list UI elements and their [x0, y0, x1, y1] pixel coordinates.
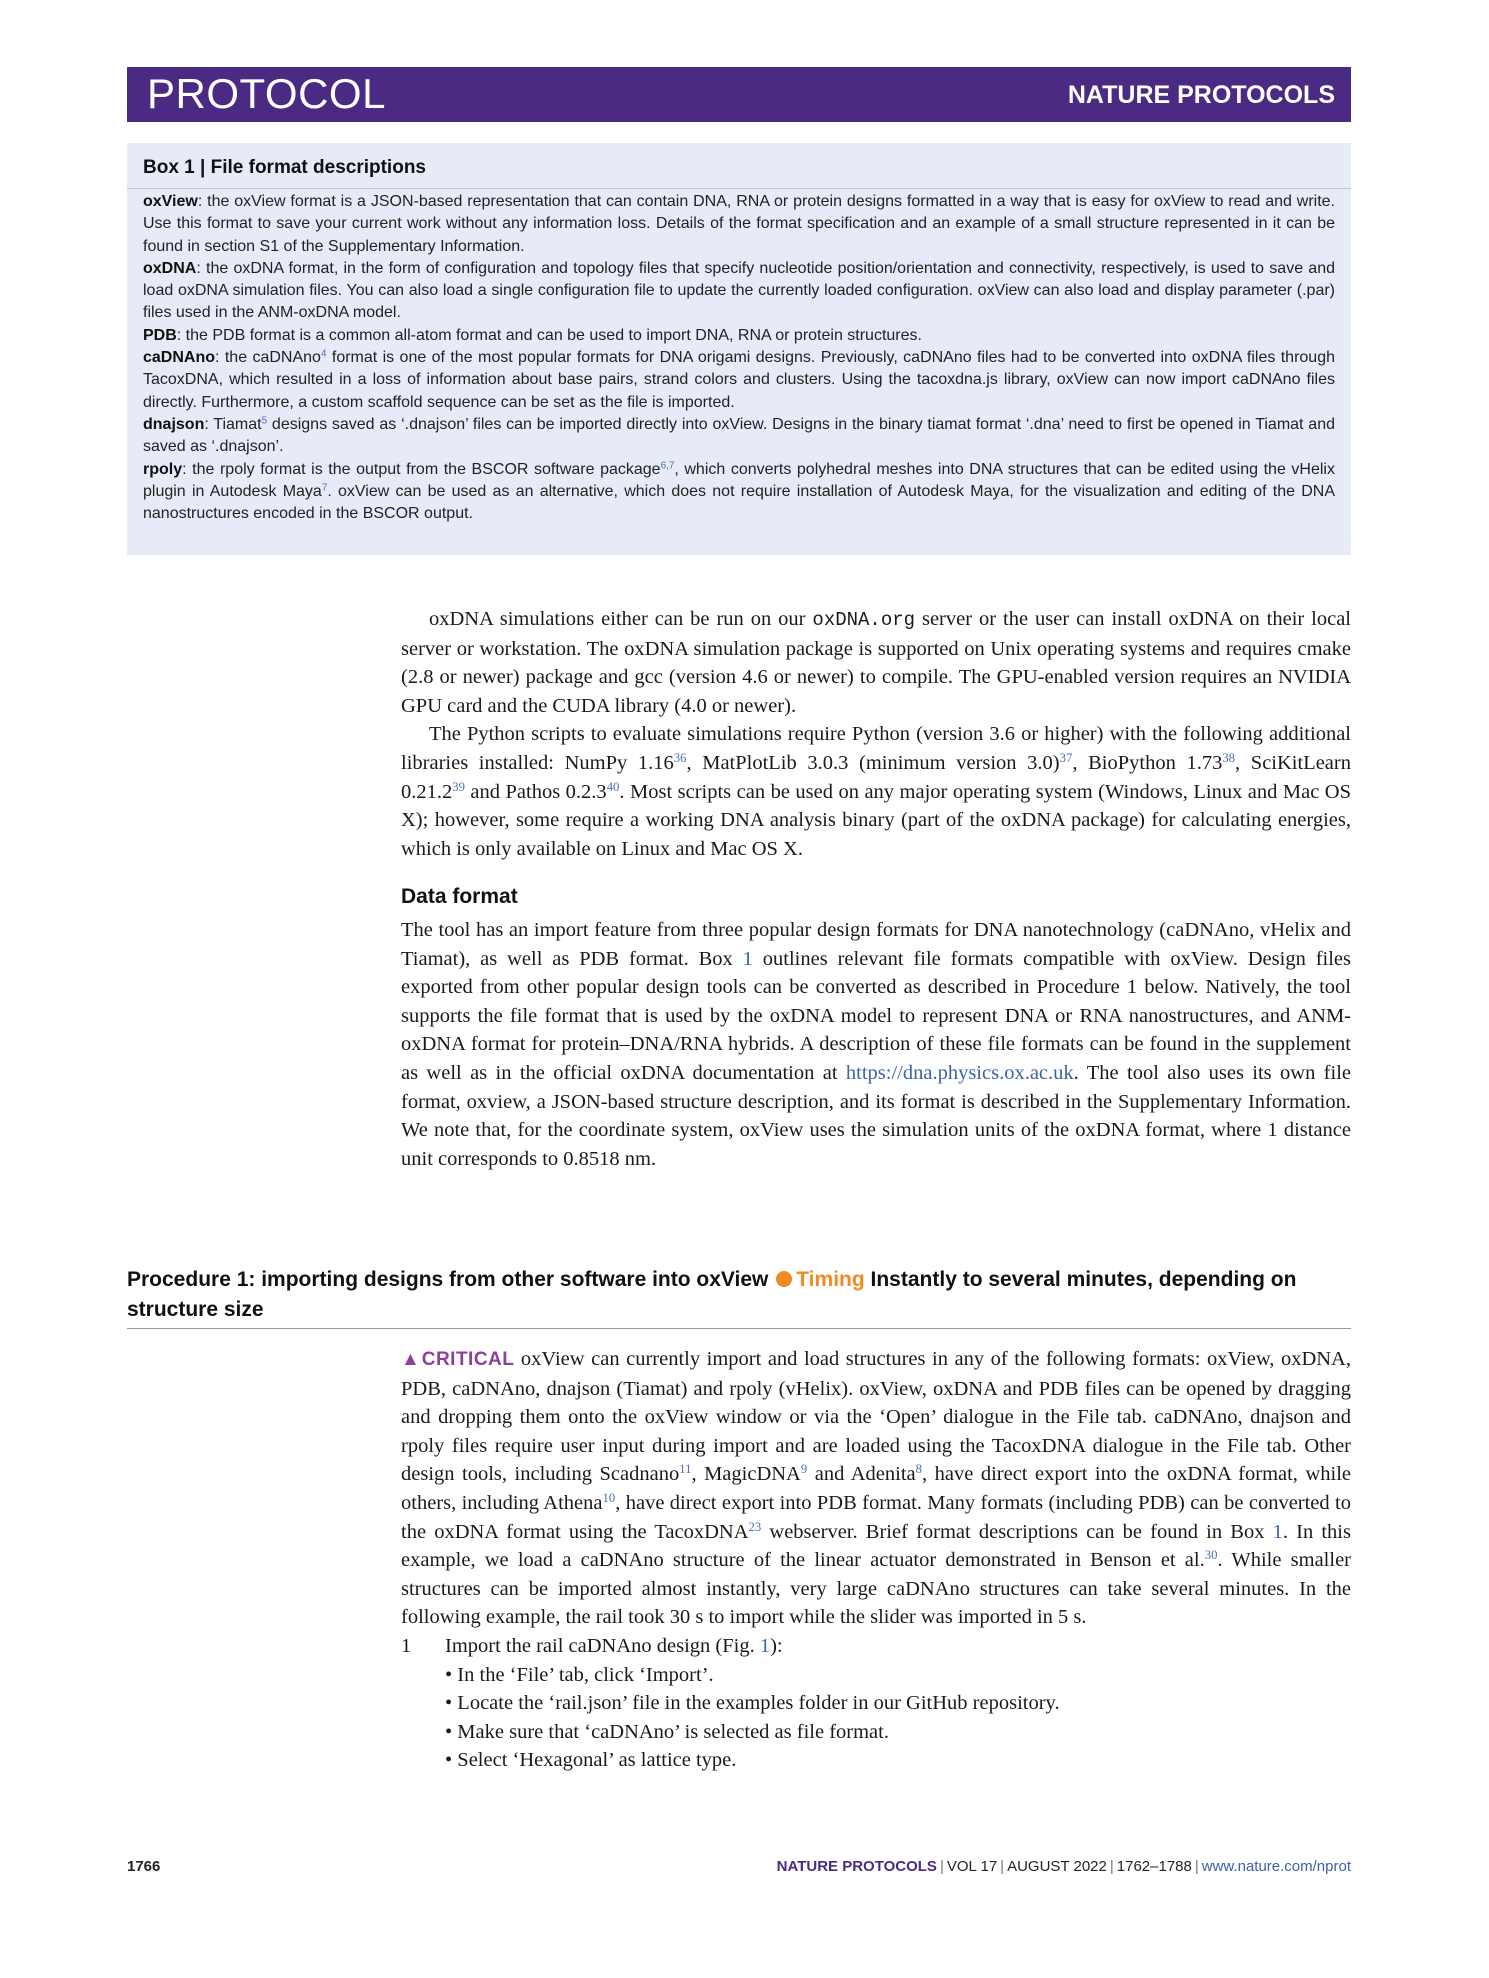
footer-date: AUGUST 2022: [1007, 1858, 1107, 1875]
ref-link[interactable]: 37: [1059, 750, 1073, 765]
footer-separator: |: [1000, 1858, 1005, 1875]
footer-citation: [777, 1858, 1351, 1875]
procedure-heading: [127, 1265, 1351, 1325]
text-run: Import the rail caDNAno design (Fig.: [445, 1634, 760, 1657]
text-run: . In this example, we load a caDNAno structure of the linear actuator demonstrated in Benson et al.: [401, 1520, 1351, 1572]
footer-volume: VOL 17: [946, 1858, 998, 1875]
timing-label: Timing: [796, 1268, 865, 1291]
journal-name: NATURE PROTOCOLS: [1067, 81, 1335, 109]
footer-pages: 1762–1788: [1116, 1858, 1192, 1875]
ref-link[interactable]: 30: [1204, 1548, 1218, 1563]
text-run: , have direct export into PDB format. Many formats (including PDB) can be converted to the oxDNA format using the TacoxDNA: [401, 1491, 1351, 1543]
box-entry-oxview: [143, 191, 1335, 258]
box-entry-rpoly: [143, 459, 1335, 526]
ref-link[interactable]: 40: [606, 779, 620, 794]
figure-link[interactable]: 1: [759, 1634, 771, 1657]
ref-link[interactable]: 7: [321, 482, 328, 494]
text-run: outlines relevant file formats compatible with oxView. Design files exported from other popular design tools can be converted as described in Procedure 1 below. Natively, the tool supports the file format that is used by the oxDNA model to represent DNA or RNA nanostructures, and ANM-oxDNA format for protein–DNA/RNA hybrids. A description of these file formats can be found in the supplement as well as in the official oxDNA documentation at: [401, 947, 1351, 1084]
text-run: . Most scripts can be used on any major operating system (Windows, Linux and Mac OS X); however, some require a working DNA analysis binary (part of the oxDNA package) for calculating energies, which is only available on Linux and Mac OS X.: [401, 780, 1351, 860]
term-oxview: oxView: [143, 193, 198, 210]
critical-label: ▲CRITICAL: [401, 1349, 515, 1370]
step-1: [401, 1632, 1351, 1775]
box-entry-oxdna: [143, 258, 1335, 325]
text-run: and Pathos 0.2.3: [464, 780, 607, 803]
text-run: ):: [770, 1634, 783, 1657]
article-type: PROTOCOL: [147, 70, 386, 117]
ref-link[interactable]: 8: [915, 1462, 922, 1477]
term-cadnano: caDNAno: [143, 349, 216, 367]
desc-oxdna: : the oxDNA format, in the form of configuration and topology files that specify nucleotide position/orientation and connectivity, respectively, is used to save and load oxDNA simulation files. You can also load a single configuration file to update the currently loaded configuration. oxView can also load and display parameter (.par) files used in the ANM-oxDNA model.: [143, 259, 1335, 322]
ref-link[interactable]: 39: [452, 779, 465, 794]
text-run: The Python scripts to evaluate simulations require Python (version 3.6 or higher) with the following additional libraries installed: NumPy 1.16: [401, 723, 1351, 774]
text-run: The tool has an import feature from three popular design formats for DNA nanotechnology (caDNAno, vHelix and Tiamat), as well as PDB format. Box: [401, 918, 1351, 970]
text-run: , have direct export into the oxDNA format, while others, including Athena: [401, 1463, 1351, 1514]
text-run: , MagicDNA: [691, 1463, 801, 1486]
text-run: . The tool also uses its own file format, oxview, a JSON-based structure description, and its format is described in the Supplementary Information. We note that, for the coordinate system, oxView uses the simulation units of the oxDNA format, where 1 distance unit corresponds to 0.8518 nm.: [401, 1061, 1351, 1170]
main-text: [401, 605, 1351, 1173]
desc-dnajson: designs saved as ‘.dnajson’ files can be imported directly into oxView. Designs in the binary tiamat format ‘.dna’ need to first be opened in Tiamat and saved as ‘.dnajson’.: [143, 415, 1335, 456]
footer-journal: NATURE PROTOCOLS: [776, 1858, 937, 1875]
oxdna-org-code: oxDNA.org: [812, 609, 916, 631]
list-item: • In the ‘File’ tab, click ‘Import’.: [445, 1663, 714, 1686]
timing-dot-icon: [776, 1271, 792, 1287]
desc-rpoly-pre: : the rpoly format is the output from the BSCOR software package: [182, 460, 661, 478]
ref-link[interactable]: 38: [1222, 750, 1236, 765]
text-run: webserver. Brief format descriptions can be found in Box: [761, 1520, 1273, 1543]
text-run: , BioPython 1.73: [1072, 751, 1223, 774]
term-rpoly: rpoly: [143, 460, 183, 478]
documentation-link[interactable]: https://dna.physics.ox.ac.uk: [845, 1061, 1074, 1084]
ref-link[interactable]: 36: [673, 750, 687, 765]
desc-rpoly-mid: , which converts polyhedral meshes into DNA structures that can be edited using the vHelix plugin in Autodesk Maya: [143, 460, 1335, 500]
box-divider: [127, 188, 1351, 189]
text-run: oxDNA simulations either can be run on our: [429, 608, 813, 630]
box-link[interactable]: 1: [742, 947, 753, 970]
text-run: . While smaller structures can be imported almost instantly, very large caDNAno structures can take several minutes. In the following example, the rail took 30 s to import while the slider was imported in 5 s.: [401, 1549, 1351, 1629]
desc-cadnano-pre: : the caDNAno: [215, 349, 321, 367]
box-entry-dnajson: [143, 414, 1335, 459]
desc-oxview: : the oxView format is a JSON-based representation that can contain DNA, RNA or protein designs formatted in a way that is easy for oxView to read and write. Use this format to save your current work without any information loss. Details of the format specification and an example of a small structure represented in it can be found in section S1 of the Supplementary Information.: [143, 193, 1335, 255]
ref-link[interactable]: 9: [800, 1462, 808, 1477]
ref-link[interactable]: 5: [261, 415, 268, 427]
ref-link[interactable]: 4: [320, 348, 327, 360]
procedure-body: [401, 1345, 1351, 1775]
paragraph-software: [401, 605, 1351, 720]
paragraph-data-format: [401, 916, 1351, 1173]
procedure-divider: [127, 1328, 1351, 1329]
text-run: , MatPlotLib 3.0.3 (minimum version 3.0): [686, 751, 1060, 774]
desc-pdb: : the PDB format is a common all-atom format and can be used to import DNA, RNA or protein structures.: [176, 326, 922, 344]
ref-link[interactable]: 11: [679, 1462, 692, 1477]
list-item: • Locate the ‘rail.json’ file in the examples folder in our GitHub repository.: [445, 1692, 1060, 1715]
list-item: • Make sure that ‘caDNAno’ is selected as file format.: [445, 1720, 889, 1743]
text-run: oxView can currently import and load structures in any of the following formats: oxView, oxDNA, PDB, caDNAno, dnajson (Tiamat) and rpoly (vHelix). oxView, oxDNA and PDB files can be opened by dragging and dropping them onto the oxView window or via the ‘Open’ dialogue in the File tab. caDNAno, dnajson and rpoly files require user input during import and are loaded using the TacoxDNA dialogue in the File tab. Other design tools, including Scadnano: [401, 1348, 1351, 1486]
text-run: server or the user can install oxDNA on their local server or workstation. The oxDNA simulation package is supported on Unix operating systems and requires cmake (2.8 or newer) package and gcc (version 4.6 or newer) to compile. The GPU-enabled version requires an NVIDIA GPU card and the CUDA library (4.0 or newer).: [401, 608, 1351, 717]
footer-separator: |: [939, 1858, 944, 1875]
box-entry-cadnano: [143, 347, 1335, 414]
timing-value: Instantly to several minutes, depending on structure size: [127, 1268, 1297, 1321]
footer-separator: |: [1194, 1858, 1199, 1875]
box-title: Box 1 | File format descriptions: [143, 157, 426, 178]
page-number: 1766: [127, 1858, 161, 1875]
ref-link[interactable]: 10: [602, 1490, 616, 1505]
step-text: [445, 1632, 1351, 1661]
section-heading: Data format: [401, 885, 518, 909]
box-body: [143, 191, 1335, 525]
ref-link[interactable]: 23: [748, 1519, 762, 1534]
step-number: 1: [401, 1634, 412, 1657]
term-oxdna: oxDNA: [143, 259, 197, 277]
procedure-title: Procedure 1: importing designs from other software into oxView: [127, 1268, 769, 1291]
desc-cadnano: format is one of the most popular formats for DNA origami designs. Previously, caDNAno files had to be converted into oxDNA files through TacoxDNA, which resulted in a loss of information about base pairs, strand colors and clusters. Using the tacoxdna.js library, oxView can now import caDNAno files directly. Furthermore, a custom scaffold sequence can be set as the file is imported.: [143, 349, 1336, 411]
box-1: [127, 143, 1351, 555]
page-header: [127, 67, 1351, 122]
term-dnajson: dnajson: [143, 415, 205, 433]
term-pdb: PDB: [143, 326, 177, 344]
desc-dnajson-pre: : Tiamat: [204, 415, 262, 433]
paragraph-python: [401, 720, 1351, 863]
footer-separator: |: [1109, 1858, 1114, 1875]
box-link[interactable]: 1: [1272, 1520, 1283, 1543]
desc-rpoly: . oxView can be used as an alternative, which does not require installation of Autodesk Maya, for the visualization and editing of the DNA nanostructures encoded in the BSCOR output.: [143, 482, 1336, 523]
text-run: and Adenita: [807, 1463, 916, 1486]
journal-url-link[interactable]: www.nature.com/nprot: [1201, 1858, 1351, 1875]
box-entry-pdb: [143, 325, 1335, 347]
text-run: , SciKitLearn 0.21.2: [401, 751, 1351, 803]
ref-link[interactable]: 6,7: [660, 460, 675, 472]
critical-note: [401, 1345, 1351, 1632]
list-item: • Select ‘Hexagonal’ as lattice type.: [445, 1749, 737, 1772]
